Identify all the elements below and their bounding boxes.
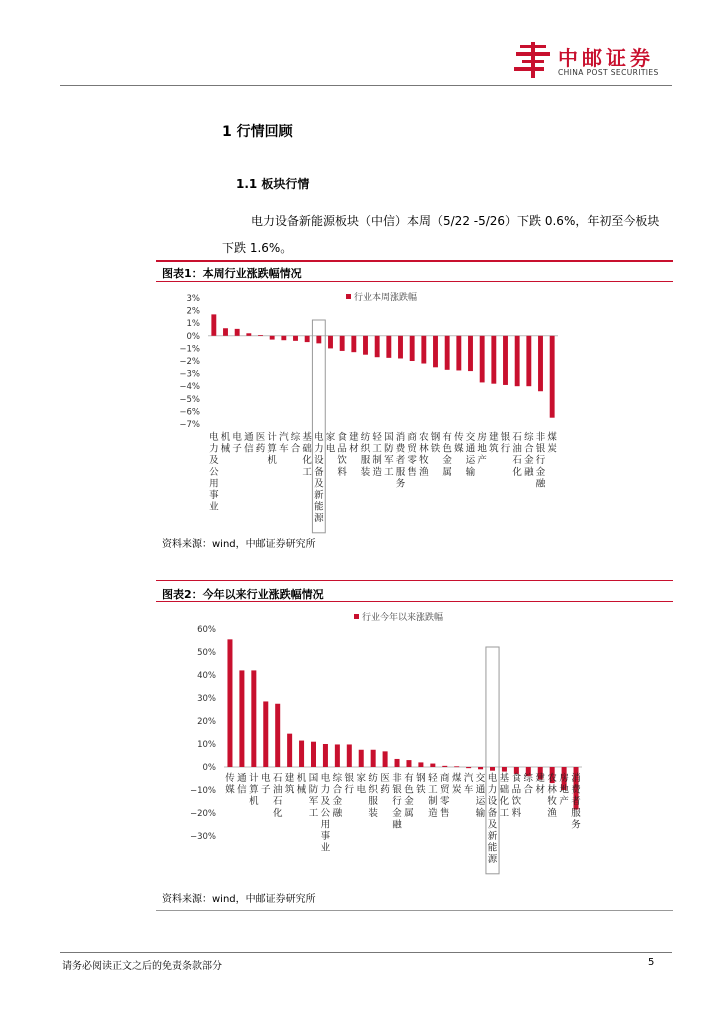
category-label-char: 业: [209, 501, 219, 513]
bar: [227, 639, 232, 767]
category-label: [404, 772, 414, 819]
category-label-char: 地: [477, 443, 487, 455]
category-label-char: 械: [296, 784, 307, 796]
category-label-char: 造: [428, 807, 438, 819]
category-label-char: 综: [290, 432, 301, 443]
category-label-char: 制: [372, 455, 382, 467]
category-label-char: 建: [535, 773, 545, 784]
category-label-char: 子: [232, 443, 242, 455]
category-label-char: 服: [368, 796, 378, 808]
category-label-char: 料: [511, 807, 522, 819]
y-tick-label: −10%: [189, 786, 216, 796]
y-tick-label: −3%: [179, 369, 200, 380]
bar: [239, 670, 244, 767]
category-label-char: 业: [320, 842, 331, 854]
category-label-char: 食: [337, 432, 347, 443]
bar: [466, 767, 471, 768]
category-label-char: 银: [392, 784, 402, 796]
subsection-heading: 1.1 板块行情: [236, 177, 310, 191]
bar: [383, 751, 388, 767]
category-label-char: 防: [384, 443, 394, 455]
y-tick-label: 60%: [197, 625, 216, 635]
bar: [490, 767, 495, 771]
category-label-char: 非: [392, 773, 402, 784]
category-label-char: 工: [308, 807, 319, 819]
logo-text-en: CHINA POST SECURITIES: [558, 68, 659, 77]
category-label-char: 媒: [225, 784, 235, 796]
section-heading: 1 行情回顾: [222, 124, 293, 140]
category-label: [559, 772, 569, 807]
y-tick-label: −5%: [179, 394, 200, 405]
footer-divider: [60, 952, 672, 953]
category-label-char: 务: [571, 819, 581, 831]
category-label-char: 农: [547, 773, 557, 784]
category-label-char: 银: [344, 773, 355, 784]
category-label-char: 事: [320, 831, 331, 842]
category-label: [225, 772, 235, 796]
bar: [335, 744, 340, 767]
category-label-char: 铁: [416, 784, 426, 796]
category-label-char: 金: [535, 466, 546, 478]
category-label-char: 交: [475, 773, 486, 784]
category-label-char: 务: [395, 478, 406, 490]
category-label-char: 品: [337, 443, 347, 455]
category-label-char: 品: [511, 784, 522, 796]
category-label: [464, 772, 474, 796]
y-tick-label: 2%: [186, 306, 200, 317]
category-label-char: 传: [454, 432, 464, 443]
category-label-char: 织: [360, 443, 371, 455]
category-label-char: 信: [244, 443, 254, 455]
category-label-char: 金: [404, 796, 414, 808]
bar: [299, 741, 304, 767]
category-label-char: 材: [535, 784, 545, 796]
category-label: [285, 772, 295, 796]
category-label-char: 金: [524, 455, 534, 467]
category-label-char: 建: [349, 432, 359, 443]
legend-label: 行业今年以来涨跌幅: [362, 613, 444, 623]
category-label: [452, 772, 462, 796]
category-label-char: 源: [487, 854, 498, 866]
category-label-char: 机: [267, 455, 277, 467]
category-label-char: 信: [237, 784, 247, 796]
y-tick-label: −4%: [179, 382, 200, 393]
category-label-char: 融: [524, 466, 534, 478]
category-label-char: 药: [380, 784, 390, 796]
category-label: [273, 773, 283, 819]
category-label: [416, 772, 426, 796]
category-label-char: 者: [571, 796, 581, 808]
category-label-char: 银: [500, 432, 511, 443]
category-label-char: 媒: [454, 443, 464, 455]
category-label-char: 化: [302, 455, 312, 467]
category-label-char: 电: [209, 432, 219, 443]
y-tick-label: 3%: [186, 294, 200, 304]
bar: [311, 742, 316, 767]
y-tick-label: 10%: [197, 740, 216, 750]
category-label-char: 电: [487, 773, 498, 784]
category-label-char: 础: [499, 784, 510, 796]
category-label-char: 化: [512, 466, 522, 478]
category-label: [392, 772, 402, 830]
category-label: [237, 773, 247, 796]
category-label-char: 公: [320, 807, 331, 819]
category-label-char: 饮: [511, 796, 522, 808]
bar: [406, 760, 411, 767]
figure-2-title: 图表2：今年以来行业涨跌幅情况: [162, 588, 324, 601]
y-tick-label: −6%: [179, 407, 200, 418]
bar: [347, 744, 352, 767]
category-label-char: 通: [475, 784, 486, 796]
category-label-char: 者: [395, 455, 406, 467]
category-label-char: 合: [290, 443, 301, 455]
bar: [323, 744, 328, 767]
category-label-char: 车: [279, 443, 289, 455]
category-label: [368, 772, 378, 819]
category-label: [535, 772, 545, 796]
category-label-char: 通: [244, 432, 254, 443]
category-label-char: 有: [404, 773, 414, 784]
category-label: [261, 772, 271, 796]
category-label-char: 源: [314, 513, 324, 525]
figure-2-source: 资料来源：wind，中邮证券研究所: [162, 894, 316, 905]
category-label-char: 医: [255, 432, 266, 443]
bar: [287, 734, 292, 767]
category-label-char: 纺: [368, 773, 378, 784]
category-label-char: 费: [395, 443, 406, 455]
category-label-char: 建: [284, 773, 295, 784]
category-label: [571, 772, 581, 830]
category-label-char: 运: [465, 455, 476, 467]
category-label-char: 牧: [419, 455, 429, 467]
category-label-char: 力: [487, 784, 498, 796]
figure-1-source: 资料来源：wind，中邮证券研究所: [162, 539, 316, 550]
category-label-char: 国: [308, 773, 319, 784]
category-label-char: 行: [344, 784, 355, 796]
category-label-char: 设: [487, 796, 498, 808]
category-label-char: 计: [249, 773, 259, 784]
category-label-char: 铁: [430, 443, 441, 455]
category-label-char: 机: [249, 796, 259, 808]
category-label-char: 电: [325, 443, 336, 455]
category-label-char: 及: [487, 819, 498, 831]
category-label-char: 设: [314, 455, 324, 467]
category-label-char: 金: [442, 455, 452, 467]
category-label-char: 输: [465, 466, 476, 478]
category-label-char: 计: [267, 432, 277, 443]
category-label-char: 制: [428, 796, 438, 808]
category-label-char: 消: [395, 432, 406, 443]
category-label-char: 售: [407, 466, 417, 478]
category-label-char: 工: [499, 807, 510, 819]
bar: [418, 762, 423, 767]
category-label-char: 钢: [416, 773, 426, 784]
bar: [454, 766, 459, 767]
bar: [478, 767, 483, 769]
category-label: [321, 772, 331, 854]
logo-text-cn: 中邮证券: [558, 46, 654, 70]
category-label-char: 林: [419, 443, 429, 455]
category-label-char: 渔: [547, 807, 557, 819]
category-label-char: 炭: [547, 443, 557, 455]
category-label-char: 石: [272, 796, 283, 808]
bar: [442, 766, 447, 767]
category-label: [345, 772, 355, 796]
category-label-char: 工: [302, 466, 312, 478]
category-label-char: 新: [487, 831, 498, 842]
category-label-char: 基: [499, 773, 510, 784]
bar: [263, 701, 268, 767]
category-label-char: 服: [360, 455, 371, 467]
category-label-char: 基: [302, 432, 312, 443]
category-label: [333, 772, 343, 819]
category-label-char: 家: [325, 432, 336, 443]
category-label: [309, 773, 319, 819]
category-label-char: 用: [320, 819, 331, 831]
category-label-char: 行: [500, 443, 511, 455]
category-label-char: 电: [356, 784, 366, 796]
category-label-char: 银: [535, 443, 546, 455]
category-label-char: 事: [209, 490, 219, 501]
category-label-char: 通: [237, 773, 247, 784]
category-label-char: 色: [442, 443, 452, 455]
category-label-char: 石: [272, 773, 283, 784]
y-tick-label: 0%: [186, 331, 200, 342]
category-label-char: 有: [442, 432, 452, 443]
category-label-char: 非: [535, 432, 546, 443]
category-label-char: 电: [314, 432, 324, 443]
category-label-char: 机: [220, 432, 231, 443]
category-label-char: 医: [380, 773, 390, 784]
category-label-char: 础: [302, 443, 312, 455]
y-tick-label: −1%: [179, 344, 200, 355]
category-label-char: 车: [463, 784, 474, 796]
category-label-char: 属: [442, 466, 452, 478]
category-label-char: 煤: [451, 773, 462, 784]
category-label-char: 商: [407, 432, 417, 443]
summary-paragraph-line2: 下跌 1.6%。: [222, 241, 293, 255]
legend-swatch: [354, 614, 359, 619]
category-label-char: 纺: [360, 432, 371, 443]
category-label-char: 造: [372, 466, 382, 478]
category-label-char: 综: [523, 773, 534, 784]
category-label-char: 化: [499, 796, 510, 808]
category-label-char: 电: [232, 432, 242, 443]
category-label-char: 牧: [547, 796, 557, 808]
y-tick-label: −2%: [179, 357, 200, 367]
category-label-char: 融: [392, 819, 402, 831]
category-label: [500, 772, 510, 819]
category-label-char: 林: [547, 784, 557, 796]
category-label-char: 综: [332, 773, 343, 784]
y-tick-label: 30%: [197, 694, 216, 704]
category-label-char: 金: [392, 807, 402, 819]
category-label-char: 通: [465, 443, 476, 455]
category-label-char: 公: [209, 466, 219, 478]
bar: [430, 764, 435, 767]
y-tick-label: 20%: [197, 717, 216, 727]
category-label-char: 装: [360, 466, 371, 478]
category-label-char: 材: [349, 443, 359, 455]
category-label-char: 合: [524, 443, 534, 455]
y-tick-label: −7%: [179, 420, 200, 430]
category-label: [524, 772, 534, 796]
category-label-char: 钢: [430, 432, 441, 443]
category-label-char: 传: [225, 773, 235, 784]
category-label: [476, 772, 486, 819]
category-label-char: 力: [209, 443, 219, 455]
category-label-char: 军: [384, 455, 394, 467]
category-label-char: 消: [571, 773, 581, 784]
category-label-char: 费: [571, 784, 581, 796]
category-label-char: 工: [384, 466, 394, 478]
category-label-char: 零: [407, 455, 417, 467]
category-label-char: 运: [475, 796, 486, 808]
category-label-char: 房: [559, 773, 569, 784]
y-tick-label: −30%: [189, 832, 216, 842]
category-label-char: 国: [384, 432, 394, 443]
category-label: [249, 772, 259, 807]
category-label-char: 油: [512, 443, 522, 455]
category-label-char: 军: [308, 796, 319, 808]
category-label-char: 售: [440, 807, 450, 819]
category-label-char: 料: [337, 466, 347, 478]
y-tick-label: −20%: [189, 809, 216, 819]
category-label-char: 机: [296, 773, 307, 784]
category-label-char: 备: [314, 466, 324, 478]
category-label-char: 融: [332, 807, 343, 819]
category-label-char: 贸: [440, 784, 450, 796]
category-label-char: 交: [465, 432, 476, 443]
category-label: [440, 772, 450, 819]
category-label: [547, 772, 557, 819]
category-label-char: 房: [477, 432, 487, 443]
category-label-char: 及: [320, 796, 331, 808]
category-label-char: 用: [209, 478, 219, 490]
category-label: [488, 772, 498, 865]
category-label: [512, 772, 522, 819]
category-label-char: 食: [511, 773, 522, 784]
footer-disclaimer: 请务必阅读正文之后的免责条款部分: [62, 961, 222, 972]
bar: [275, 704, 280, 767]
category-label-char: 子: [261, 784, 271, 796]
category-label-char: 服: [395, 466, 406, 478]
category-label-char: 能: [487, 842, 498, 854]
category-label-char: 汽: [463, 773, 474, 784]
category-label: [428, 772, 438, 819]
category-label-char: 油: [272, 784, 283, 796]
category-label-char: 防: [308, 784, 319, 796]
category-label-char: 力: [314, 443, 324, 455]
bar: [395, 759, 400, 767]
category-label-char: 能: [314, 501, 324, 513]
category-label-char: 化: [272, 807, 283, 819]
y-tick-label: 1%: [186, 319, 200, 330]
category-label-char: 织: [368, 784, 378, 796]
category-label-char: 算: [249, 784, 259, 796]
category-label-char: 算: [267, 443, 277, 455]
legend-label: 行业本周涨跌幅: [354, 293, 418, 303]
category-label-char: 行: [535, 455, 546, 467]
category-label-char: 融: [535, 478, 546, 490]
category-label-char: 家: [356, 773, 366, 784]
category-label-char: 石: [512, 432, 522, 443]
category-label: [380, 773, 390, 796]
category-label-char: 械: [220, 443, 231, 455]
category-label-char: 石: [512, 455, 522, 467]
category-label-char: 煤: [547, 432, 557, 443]
category-label: [356, 772, 366, 796]
category-label-char: 属: [404, 807, 414, 819]
category-label-char: 药: [255, 443, 266, 455]
page-number: 5: [648, 957, 655, 968]
bar: [371, 750, 376, 767]
category-label-char: 电: [320, 773, 331, 784]
category-label-char: 产: [559, 796, 569, 808]
category-label-char: 轻: [372, 432, 382, 443]
category-label-char: 渔: [419, 466, 429, 478]
category-label-char: 备: [487, 807, 498, 819]
category-label-char: 及: [314, 478, 324, 490]
category-label-char: 及: [209, 455, 219, 467]
category-label-char: 色: [404, 784, 414, 796]
category-label-char: 地: [559, 784, 569, 796]
category-label-char: 工: [428, 784, 438, 796]
figure-1-title: 图表1：本周行业涨跌幅情况: [162, 267, 302, 280]
y-tick-label: 40%: [197, 671, 216, 681]
category-label-char: 工: [372, 443, 382, 455]
category-label-char: 金: [332, 796, 343, 808]
category-label-char: 输: [475, 807, 486, 819]
bar: [251, 670, 256, 767]
category-label-char: 筑: [489, 443, 499, 455]
category-label-char: 筑: [284, 784, 295, 796]
category-label-char: 合: [523, 784, 534, 796]
category-label-char: 商: [440, 773, 450, 784]
category-label: [297, 772, 307, 796]
category-label-char: 轻: [428, 773, 438, 784]
category-label-char: 农: [419, 432, 429, 443]
y-tick-label: 0%: [202, 763, 216, 773]
category-label-char: 合: [332, 784, 343, 796]
category-label-char: 炭: [451, 784, 462, 796]
category-label-char: 力: [320, 784, 331, 796]
category-label-char: 产: [477, 455, 487, 467]
category-label-char: 服: [571, 807, 581, 819]
category-label-char: 零: [440, 796, 450, 808]
category-label-char: 行: [392, 796, 402, 808]
category-label-char: 新: [314, 490, 324, 501]
summary-paragraph-line1: 电力设备新能源板块（中信）本周（5/22 -5/26）下跌 0.6%，年初至今板块: [251, 214, 660, 228]
bar: [502, 767, 507, 772]
category-label-char: 电: [261, 773, 271, 784]
category-label-char: 饮: [337, 455, 347, 467]
category-label-char: 建: [489, 432, 499, 443]
category-label-char: 装: [368, 807, 378, 819]
category-label-char: 综: [524, 432, 534, 443]
category-label-char: 汽: [279, 432, 289, 443]
y-tick-label: 50%: [197, 648, 216, 658]
bar: [359, 750, 364, 767]
category-label-char: 贸: [407, 443, 417, 455]
